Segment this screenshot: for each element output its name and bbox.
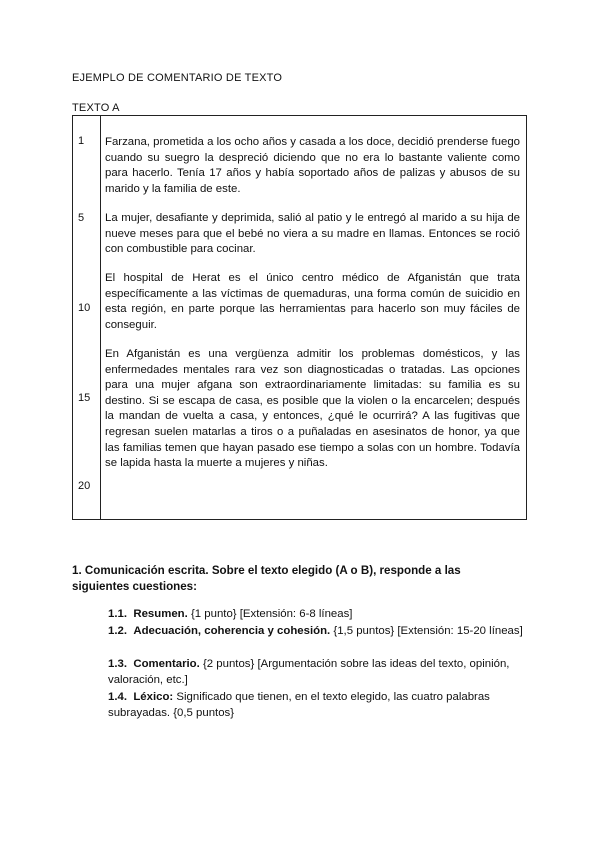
question-number: 1.3. xyxy=(108,658,127,670)
line-number-15: 15 xyxy=(78,392,91,404)
question-item xyxy=(108,689,523,721)
paragraph-1: Farzana, prometida a los ocho años y casada a los doce, decidió prenderse fuego cuando su suegro la despreció diciendo que no era lo bastante valiente como para hacerlo. Tenía 17 años y había soportado años de palizas y abusos de su marido y la familia de este. xyxy=(105,136,520,195)
document-title: EJEMPLO DE COMENTARIO DE TEXTO xyxy=(72,72,283,84)
line-number-10: 10 xyxy=(78,302,91,314)
question-detail: Significado que tienen, en el texto elegido, las cuatro palabras subrayadas. {0,5 puntos} xyxy=(108,691,490,719)
question-label: Resumen. xyxy=(133,608,188,620)
question-label: Adecuación, coherencia y cohesión. xyxy=(133,625,331,637)
paragraph-2: La mujer, desafiante y deprimida, salió al patio y le entregó al marido a su hija de nueve meses para que el bebé no viera a su madre en llamas. Entonces se roció con combustible para cocinar. xyxy=(105,212,520,256)
line-number-20: 20 xyxy=(78,480,91,492)
line-number-1: 1 xyxy=(78,135,85,147)
line-number-divider xyxy=(100,116,101,519)
question-item xyxy=(108,656,523,688)
questions-title: 1. Comunicación escrita. Sobre el texto elegido (A o B), responde a las siguientes cuestiones: xyxy=(72,564,461,593)
question-label: Léxico: xyxy=(133,691,174,703)
question-label: Comentario. xyxy=(133,658,200,670)
question-number: 1.4. xyxy=(108,691,127,703)
question-item xyxy=(108,606,523,622)
text-label: TEXTO A xyxy=(72,102,120,114)
question-detail: {1 punto} [Extensión: 6-8 líneas] xyxy=(190,608,353,620)
question-detail: {1,5 puntos} [Extensión: 15-20 líneas] xyxy=(333,625,523,637)
question-item xyxy=(108,623,523,639)
question-number: 1.2. xyxy=(108,625,127,637)
paragraph-4: En Afganistán es una vergüenza admitir los problemas domésticos, y las enfermedades mentales rara vez son diagnosticadas o tratadas. Las opciones para una mujer afgana son extraordinariamente limitadas: su familia es su destino. Si se escapa de casa, es posible que la violen o la encarcelen; después la mandan de vuelta a casa, y entonces, ¿qué le ocurrirá? A las fugitivas que regresan suelen matarlas a tiros o a puñaladas en asesinatos de honor, ya que las familias temen que hayan pasado ese tiempo a solas con un hombre. Todavía se lapida hasta la muerte a mujeres y niñas. xyxy=(105,348,520,470)
paragraph-3: El hospital de Herat es el único centro médico de Afganistán que trata específicamente a las víctimas de quemaduras, una forma común de suicidio en esta región, en parte porque las herramientas para hacerlo son muy fáciles de conseguir. xyxy=(105,272,520,331)
line-number-5: 5 xyxy=(78,212,85,224)
question-detail: {2 puntos} [Argumentación sobre las ideas del texto, opinión, valoración, etc.] xyxy=(108,658,510,686)
question-number: 1.1. xyxy=(108,608,127,620)
